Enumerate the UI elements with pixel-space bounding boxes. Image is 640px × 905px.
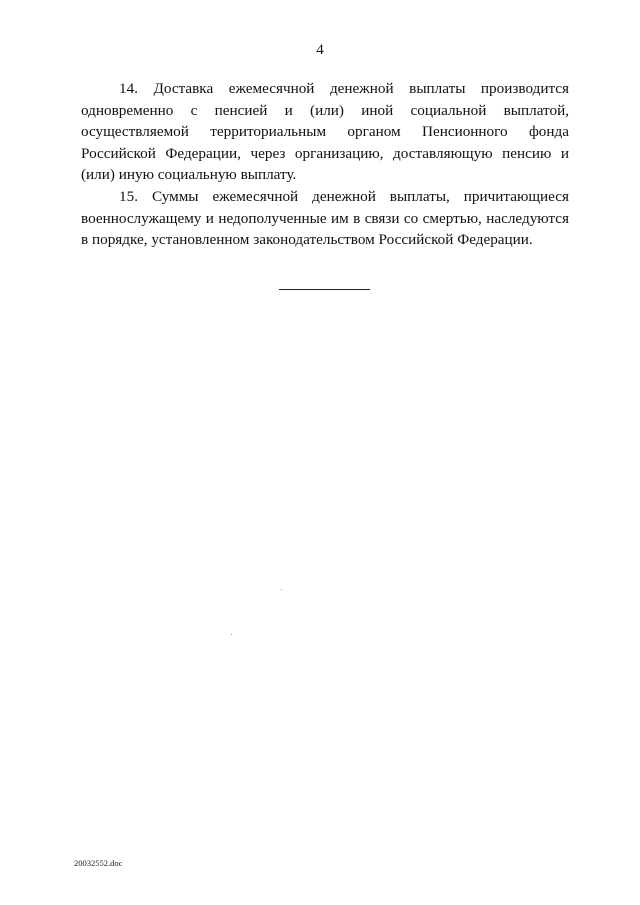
scan-speck — [231, 634, 232, 635]
document-body — [81, 78, 569, 251]
footer-file-name: 20032552.doc — [74, 858, 123, 868]
scan-speck — [281, 589, 282, 590]
paragraph-14: 14. Доставка ежемесячной денежной выплаты производится одновременно с пенсией и (или) иной социальной выплатой, осуществляемой территориальным органом Пенсионного фонда Российской Федерации, через организацию, доставляющую пенсию и (или) иную социальную выплату. — [81, 80, 569, 184]
paragraph-15: 15. Суммы ежемесячной денежной выплаты, причитающиеся военнослужащему и недополученные им в связи со смертью, наследуются в порядке, установленном законодательством Российской Федерации. — [81, 187, 569, 249]
end-separator-line — [279, 289, 370, 290]
page-number: 4 — [316, 42, 324, 58]
